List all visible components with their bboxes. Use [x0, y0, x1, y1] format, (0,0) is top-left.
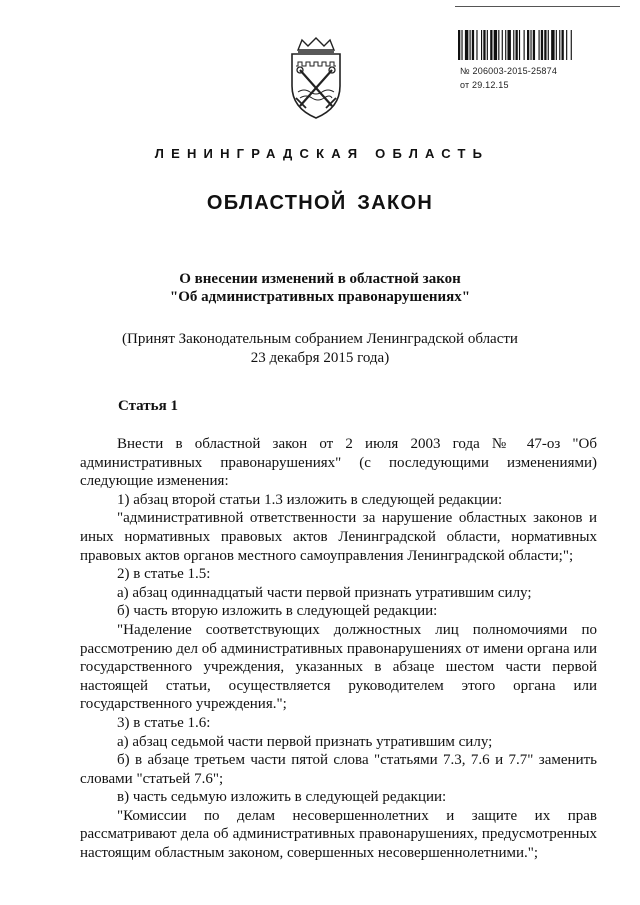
barcode-bar [524, 30, 525, 60]
paragraph: а) абзац седьмой части первой признать утратившим силу; [117, 733, 493, 750]
barcode-bar [541, 30, 543, 60]
barcode-bar [461, 30, 462, 60]
barcode-bar [519, 30, 520, 60]
barcode-bar [513, 30, 514, 60]
region-name: ЛЕНИНГРАДСКАЯ ОБЛАСТЬ [154, 146, 490, 161]
registration-number: № 206003-2015-25874 [460, 66, 558, 76]
paragraph: в) часть седьмую изложить в следующей редакции: [117, 789, 447, 806]
barcode-bar [566, 30, 567, 60]
paragraph: 1) абзац второй статьи 1.3 изложить в следующей редакции: [117, 491, 503, 508]
adoption-note [0, 330, 640, 368]
barcode-bar [556, 30, 557, 60]
paragraph: 3) в статье 1.6: [117, 714, 211, 731]
barcode-icon [458, 30, 608, 60]
law-subject-line-2: "Об административных правонарушениях" [169, 289, 471, 305]
barcode-bar [465, 30, 468, 60]
paragraph: "Комиссии по делам несовершеннолетних и защите их прав рассматривают дела об административных правонарушениях, предусмотренных настоящим областным законом, совершенных несовершеннолетними."; [80, 807, 597, 862]
registration-block [460, 64, 557, 92]
barcode-bar [559, 30, 560, 60]
barcode-bar [551, 30, 554, 60]
barcode-bar [470, 30, 471, 60]
law-subject-line-1: О внесении изменений в областной закон [179, 271, 461, 287]
paragraph: Внести в областной закон от 2 июля 2003 года № 47-оз "Об административных правонарушениях" (с последующими изменениями) следующие изменения: [80, 436, 597, 490]
adoption-note-line-2: 23 декабря 2015 года) [250, 350, 390, 366]
adoption-note-line-1: (Принят Законодательным собранием Ленинградской области [122, 331, 518, 347]
barcode-bar [527, 30, 529, 60]
barcode-bar [516, 30, 518, 60]
barcode-bar [476, 30, 477, 60]
article-heading: Статья 1 [118, 398, 178, 414]
barcode-bar [487, 30, 488, 60]
barcode-bar [498, 30, 499, 60]
barcode-bar [502, 30, 503, 60]
coat-of-arms-icon [284, 36, 348, 120]
barcode-bar [539, 30, 540, 60]
paragraph: б) часть вторую изложить в следующей редакции: [117, 603, 438, 620]
law-type-title: ОБЛАСТНОЙ ЗАКОН [206, 192, 434, 214]
barcode-bar [483, 30, 485, 60]
barcode-bar [505, 30, 506, 60]
barcode-bar [507, 30, 510, 60]
barcode-bar [571, 30, 572, 60]
barcode-bar [490, 30, 492, 60]
paragraph: "Наделение соответствующих должностных лиц полномочиями по рассмотрению дел об административных правонарушениях от имени органа или государственного учреждения, указанных в абзаце шестом части первой настоящей статьи, осуществляется руководителем этого органа или государственного учреждения."; [80, 621, 597, 713]
barcode-bar [458, 30, 460, 60]
paragraph: б) в абзаце третьем части пятой слова "статьями 7.3, 7.6 и 7.7" заменить словами "статьей 7.6"; [80, 752, 597, 787]
top-divider [455, 6, 620, 7]
barcode-bar [548, 30, 549, 60]
barcode-bar [533, 30, 535, 60]
barcode-bar [472, 30, 474, 60]
barcode-bar [544, 30, 546, 60]
barcode-bar [562, 30, 564, 60]
barcode-bar [530, 30, 531, 60]
registration-date: от 29.12.15 [460, 80, 509, 90]
paragraph: а) абзац одиннадцатый части первой признать утратившим силу; [117, 584, 532, 601]
paragraph: "административной ответственности за нарушение областных законов и иных нормативных правовых актов Ленинградской области, нормативных правовых актов органов местного самоуправления Ленинградской области;"; [80, 510, 597, 564]
barcode-bar [494, 30, 497, 60]
law-subject [0, 270, 640, 306]
paragraph: 2) в статье 1.5: [117, 566, 211, 583]
article-body [80, 435, 597, 863]
barcode-bar [481, 30, 482, 60]
